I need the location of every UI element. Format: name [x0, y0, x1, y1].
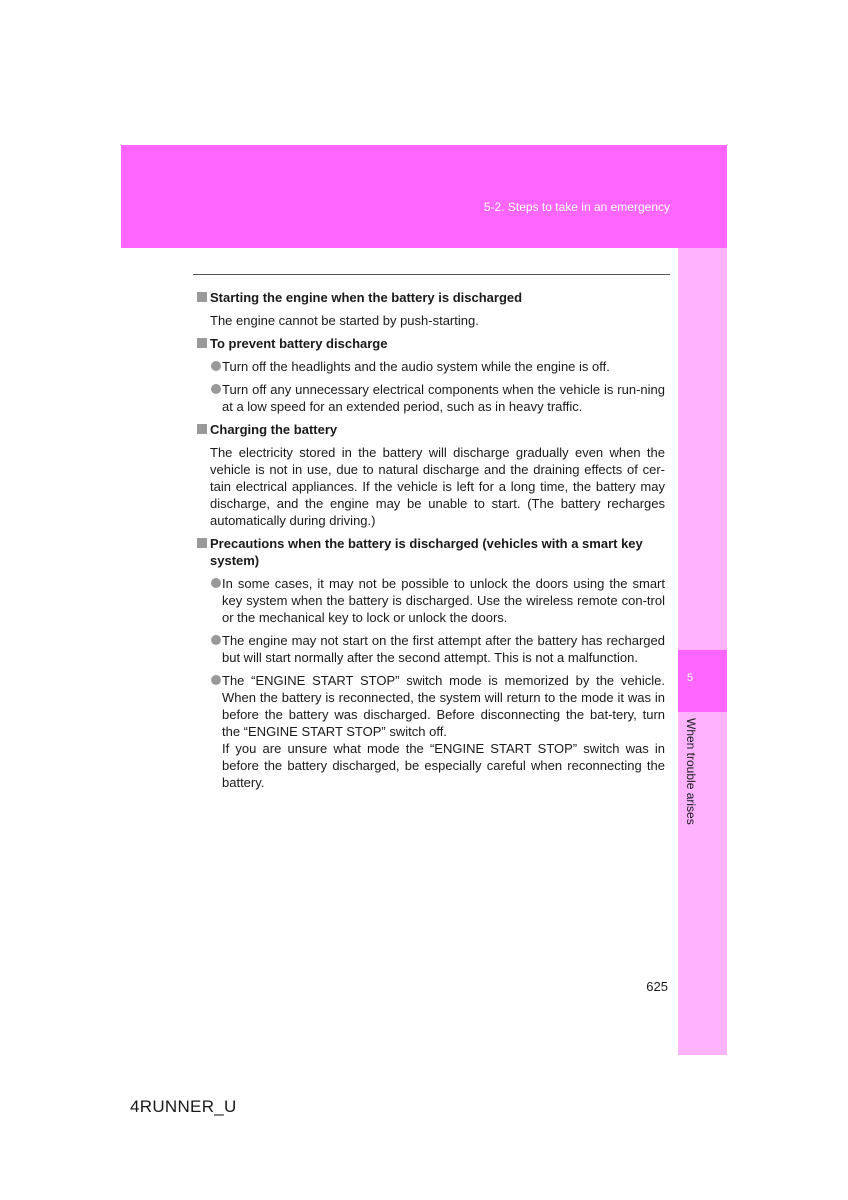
bullet-dot-icon [211, 635, 221, 645]
chapter-side-tab [678, 248, 727, 1055]
section-heading: Starting the engine when the battery is discharged [197, 289, 665, 306]
chapter-number-box [678, 650, 727, 712]
section-heading: Charging the battery [197, 421, 665, 438]
header-divider [193, 274, 670, 275]
model-code: 4RUNNER_U [130, 1097, 237, 1116]
bullet-text: If you are unsure what mode the “ENGINE START STOP” switch was in before the battery discharged, be especially careful when reconnecting the battery. [222, 741, 665, 790]
bullet-dot-icon [211, 384, 221, 394]
bullet-item [210, 632, 665, 666]
bullet-text: The “ENGINE START STOP” switch mode is memorized by the vehicle. When the battery is reconnected, the system will return to the mode it was in before the battery was discharged. Before disconnecting the bat-tery, turn the “ENGINE START STOP” switch off. [222, 673, 665, 739]
bullet-item [210, 358, 665, 375]
header-band [121, 145, 727, 248]
bullet-text: In some cases, it may not be possible to unlock the doors using the smart key system when the battery is discharged. Use the wireless remote con-trol or the mechanical key to lock or unlock the doors. [222, 576, 665, 625]
page-content [197, 289, 665, 797]
bullet-dot-icon [211, 578, 221, 588]
bullet-item [210, 575, 665, 626]
section-title: 5-2. Steps to take in an emergency [483, 200, 670, 214]
bullet-dot-icon [211, 675, 221, 685]
section-heading: Precautions when the battery is discharged (vehicles with a smart key system) [197, 535, 665, 569]
chapter-title: When trouble arises [684, 718, 698, 825]
bullet-text: Turn off any unnecessary electrical components when the vehicle is run-ning at a low speed for an extended period, such as in heavy traffic. [222, 382, 665, 414]
section-heading: To prevent battery discharge [197, 335, 665, 352]
bullet-dot-icon [211, 361, 221, 371]
bullet-text: Turn off the headlights and the audio system while the engine is off. [222, 359, 610, 374]
bullet-text: The engine may not start on the first attempt after the battery has recharged but will start normally after the second attempt. This is not a malfunction. [222, 633, 665, 665]
section-paragraph: The electricity stored in the battery will discharge gradually even when the vehicle is not in use, due to natural discharge and the draining effects of cer-tain electrical appliances. If the vehicle is left for a long time, the battery may discharge, and the engine may be unable to start. (The battery recharges automatically during driving.) [210, 445, 665, 528]
section-paragraph: The engine cannot be started by push-starting. [210, 313, 479, 328]
chapter-number: 5 [687, 672, 694, 684]
bullet-item [210, 672, 665, 791]
page-number: 625 [646, 979, 668, 994]
bullet-item [210, 381, 665, 415]
